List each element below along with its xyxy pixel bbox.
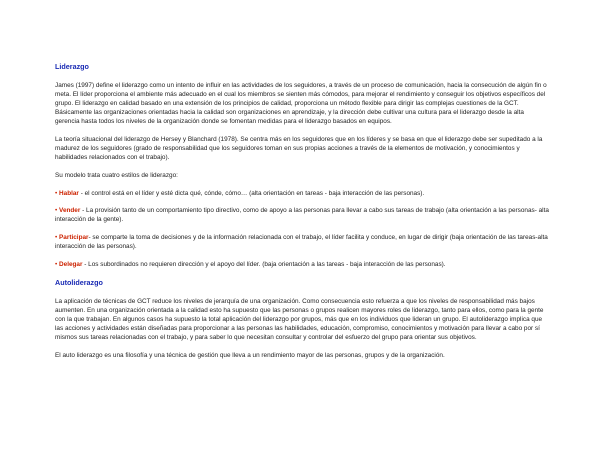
style-name: Participar xyxy=(59,234,89,242)
style-description: - el control está en el líder y esté dicta qué, cónde, cómo… (alta orientación en tareas - baja interacción de las personas). xyxy=(78,189,425,197)
bullet-icon: • xyxy=(55,207,58,215)
paragraph: La aplicación de técnicas de GCT reduce los niveles de jerarquía de una organización. Como consecuencia esto refuerza a que los niveles de responsabilidad más bajos aumenten. En una organización orientada a la calidad esto ha supuesto que las personas o grupos realicen mayores roles de liderazgo, tanto para ellos, como para la gente con la que trabajan. En algunos casos ha supuesto la total aplicación del liderazgo por grupos, más que en los individuos que lideran un grupo. El autoliderazgo implica que las acciones y actividades están diseñadas para proporcionar a las personas las habilidades, educación, compromiso, conocimientos y motivación para llevar a cabo por sí mismos sus tareas relacionadas con el trabajo, y para saber lo que necesitan consultar y controlar del esfuerzo del grupo para orientar sus objetivos. xyxy=(55,297,544,341)
style-description: - Los subordinados no requieren dirección y el apoyo del líder. (baja orientación a las tareas - baja interacción de las personas). xyxy=(82,260,446,268)
style-name: Delegar xyxy=(59,260,83,268)
bullet-icon: • xyxy=(55,234,58,242)
paragraph: El auto liderazgo es una filosofía y una técnica de gestión que lleva a un rendimiento mayor de las personas, grupos y de la organización. xyxy=(55,351,445,359)
paragraph: James (1997) define el liderazgo como un intento de influir en las actividades de los seguidores, a través de un proceso de comunicación, hacia la consecución de algún fin o meta. El líder proporciona el ambiente más adecuado en el cual los miembros se sienten más cómodos, para mejorar el rendimiento y conseguir los objetivos específicos del grupo. El liderazgo en calidad basado en una extensión de los principios de calidad, proporciona un método flexible para dirigir las complejas cuestiones de la GCT. Básicamente las organizaciones orientadas hacia la calidad son organizaciones en aprendizaje, y la dirección debe cultivar una cultura para el liderazgo desde la alta gerencia hasta todos los niveles de la organización donde se fomentan medidas para el liderazgo basados en equipos. xyxy=(55,82,547,126)
style-description: - La provisión tanto de un comportamiento tipo directivo, como de apoyo a las personas para llevar a cabo sus tareas de trabajo (alta orientación a las personas- alta interacción de la gente). xyxy=(55,207,549,224)
style-description: - se comparte la toma de decisiones y de la información relacionada con el trabajo, el líder facilita y conduce, en lugar de dirigir (baja orientación de las tareas-alta interacción de las personas). xyxy=(55,234,548,251)
style-name: Hablar xyxy=(59,189,79,197)
style-name: Vender xyxy=(59,207,81,215)
list-item-participar xyxy=(55,233,549,251)
list-item-hablar xyxy=(55,189,549,198)
section-heading-liderazgo: Liderazgo xyxy=(55,62,89,71)
bullet-icon: • xyxy=(55,189,58,197)
list-item-delegar xyxy=(55,260,549,269)
paragraph: Su modelo trata cuatro estilos de liderazgo: xyxy=(55,171,178,179)
paragraph: La teoría situacional del liderazgo de Hersey y Blanchard (1978). Se centra más en los seguidores que en los líderes y se basa en que el liderazgo debe ser supeditado a la madurez de los seguidores (grado de responsabilidad que los seguidores toman en sus propias acciones a través de la elementos de motivación, y conocimientos y habilidades relacionados con el trabajo). xyxy=(55,136,543,162)
bullet-icon: • xyxy=(55,260,58,268)
section-heading-autoliderazgo: Autoliderazgo xyxy=(55,277,103,287)
list-item-vender xyxy=(55,206,549,224)
document-content xyxy=(55,62,549,368)
